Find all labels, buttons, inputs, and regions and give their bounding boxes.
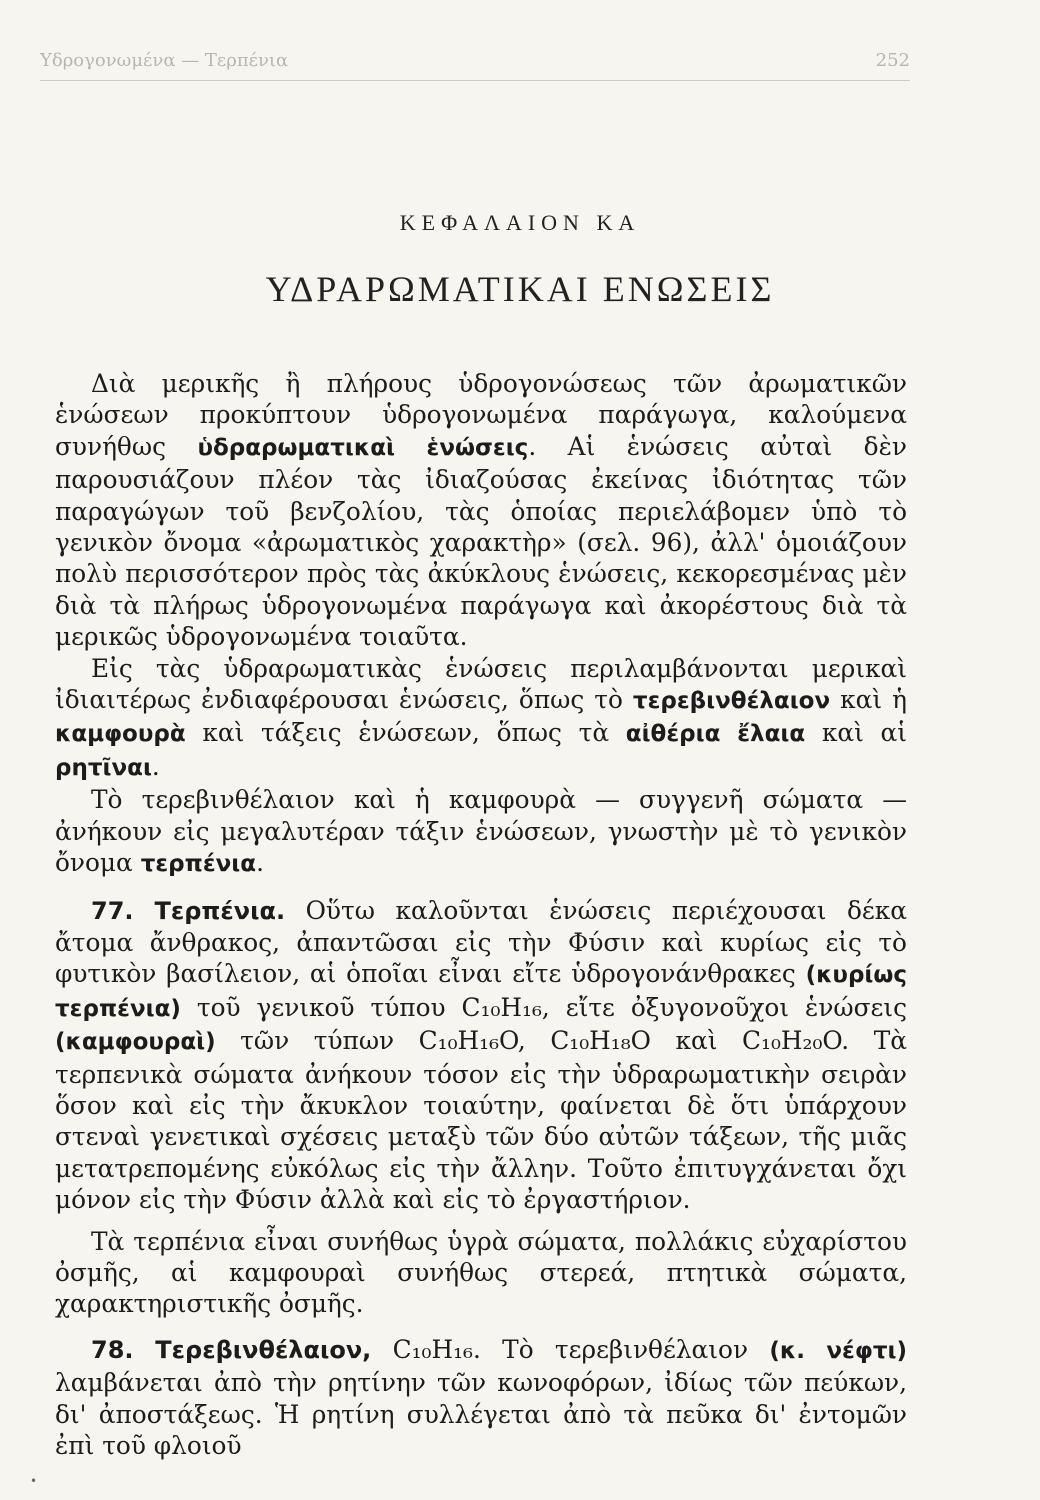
text-run: Εἰς τὰς ὑδραρωματικὰς ἑνώσεις περιλαμβάνονται μερικαὶ ἰδιαιτέρως ἐνδιαφέρουσαι ἑνώσεις, ὅπως τὸ xyxy=(55,653,907,715)
term-essential-oils: αἰθέρια ἔλαια xyxy=(625,721,806,748)
body-text xyxy=(55,368,907,1461)
paragraph-intro xyxy=(55,368,907,653)
text-run: καὶ αἱ xyxy=(805,718,908,748)
text-run: . xyxy=(256,848,264,878)
section-heading-77: 77. Τερπένια. xyxy=(91,896,286,925)
chapter-number: ΚΕΦΑΛΑΙΟΝ ΚΑ xyxy=(399,210,641,235)
text-run: τοῦ γενικοῦ τύπου C₁₀H₁₆, εἴτε ὀξυγονοῦχοι ἑνώσεις xyxy=(180,992,907,1022)
text-run: Οὕτω καλοῦνται ἑνώσεις περιέχουσαι δέκα ἄτομα ἄνθρακος, ἀπαντῶσαι εἰς τὴν Φύσιν καὶ κυρίως εἰς τὸ φυτικὸν βασίλειον, αἱ ὁποῖαι εἶναι εἴτε ὑδρογονάνθρακες xyxy=(55,895,907,989)
paragraph-terpene-properties xyxy=(55,1226,907,1320)
bleed-through-header-text: Υδρογονωμένα — Τερπένια xyxy=(40,50,289,71)
text-run: λαμβάνεται ἀπὸ τὴν ρητίνην τῶν κωνοφόρων, ἰδίως τῶν πεύκων, δι' ἀποστάξεως. Ἡ ρητίνη συλλέγεται ἀπὸ τὰ πεῦκα δι' ἐντομῶν ἐπὶ τοῦ φλοιοῦ xyxy=(55,1368,907,1460)
paragraph-terpenes-class xyxy=(55,784,907,880)
paragraph-includes xyxy=(55,653,907,785)
section-heading-78: 78. Τερεβινθέλαιον, xyxy=(91,1335,372,1364)
bleed-through-page-number: 252 xyxy=(875,50,910,71)
text-run: τῶν τύπων C₁₀H₁₆O, C₁₀H₁₈O καὶ C₁₀H₂₀O. Τὰ τερπενικὰ σώματα ἀνήκουν τόσον εἰς τὴν ὑδραρωματικὴν σειρὰν ὅσον καὶ εἰς τὴν ἄκυκλον τοιαύτην, φαίνεται δὲ ὅτι ὑπάρχουν στεναὶ γενετικαὶ σχέσεις μεταξὺ τῶν δύο αὐτῶν τάξεων, τῆς μιᾶς μετατρεπομένης εὐκόλως εἰς τὴν ἄλλην. Τοῦτο ἐπιτυγχάνεται ὄχι μόνον εἰς τὴν Φύσιν ἀλλὰ καὶ εἰς τὸ ἐργαστήριον. xyxy=(55,1026,907,1215)
bleed-through-header xyxy=(40,50,910,81)
text-run: . xyxy=(151,751,160,781)
section-77-terpenes xyxy=(55,895,907,1216)
text-run: Τὸ τερεβινθέλαιον καὶ ἡ καμφουρὰ — συγγενῆ σώματα — ἀνήκουν εἰς μεγαλυτέραν τάξιν ἑνώσεων, γνωστὴν μὲ τὸ γενικὸν ὄνομα xyxy=(55,785,907,878)
section-78-turpentine xyxy=(55,1334,907,1462)
term-nefti: (κ. νέφτι) xyxy=(769,1337,907,1364)
text-run: . Αἱ ἑνώσεις αὐταὶ δὲν παρουσιάζουν πλέον τὰς ἰδιαζούσας ἐκείνας ἰδιότητας τῶν παραγώγων τοῦ βενζολίου, τὰς ὁποίας περιελάβομεν ὑπὸ τὸ γενικὸν ὄνομα «ἀρωματικὸς χαρακτὴρ» (σελ. 96), ἀλλ' ὁμοιάζουν πολὺ περισσότερον πρὸς τὰς ἀκύκλους ἑνώσεις, κεκορεσμένας μὲν διὰ τὰ πλήρως ὑδρογονωμένα παράγωγα καὶ ἀκορέστους διὰ τὰ μερικῶς ὑδρογονωμένα τοιαῦτα. xyxy=(55,431,907,652)
term-hydroaromatic-compounds: ὑδραρωματικαὶ ἑνώσεις xyxy=(197,434,529,461)
text-run: Τὰ τερπένια εἶναι συνήθως ὑγρὰ σώματα, πολλάκις εὐχαρίστου ὀσμῆς, αἱ καμφουραὶ συνήθως στερεά, πτητικὰ σώματα, χαρακτηριστικῆς ὀσμῆς. xyxy=(55,1226,907,1319)
term-terpenes: τερπένια xyxy=(140,851,257,878)
term-camphor: καμφουρὰ xyxy=(55,721,186,748)
term-resins: ρητῖναι xyxy=(55,754,152,781)
margin-marker: • xyxy=(30,1474,38,1488)
term-terpenes-proper: (κυρίως τερπένια) xyxy=(55,962,907,1022)
term-turpentine: τερεβινθέλαιον xyxy=(632,688,831,715)
chapter-title: ΥΔΡΑΡΩΜΑΤΙΚΑΙ ΕΝΩΣΕΙΣ xyxy=(265,269,775,309)
text-run: καὶ τάξεις ἑνώσεων, ὅπως τὰ xyxy=(185,718,626,748)
text-run: Διὰ μερικῆς ἢ πλήρους ὑδρογονώσεως τῶν ἀρωματικῶν ἑνώσεων προκύπτουν ὑδρογονωμένα παράγωγα, καλούμενα συνήθως xyxy=(55,369,907,461)
term-camphors: (καμφουραὶ) xyxy=(55,1029,216,1056)
text-run: καὶ ἡ xyxy=(830,685,907,715)
text-run: C₁₀H₁₆. Τὸ τερεβινθέλαιον xyxy=(371,1334,770,1364)
